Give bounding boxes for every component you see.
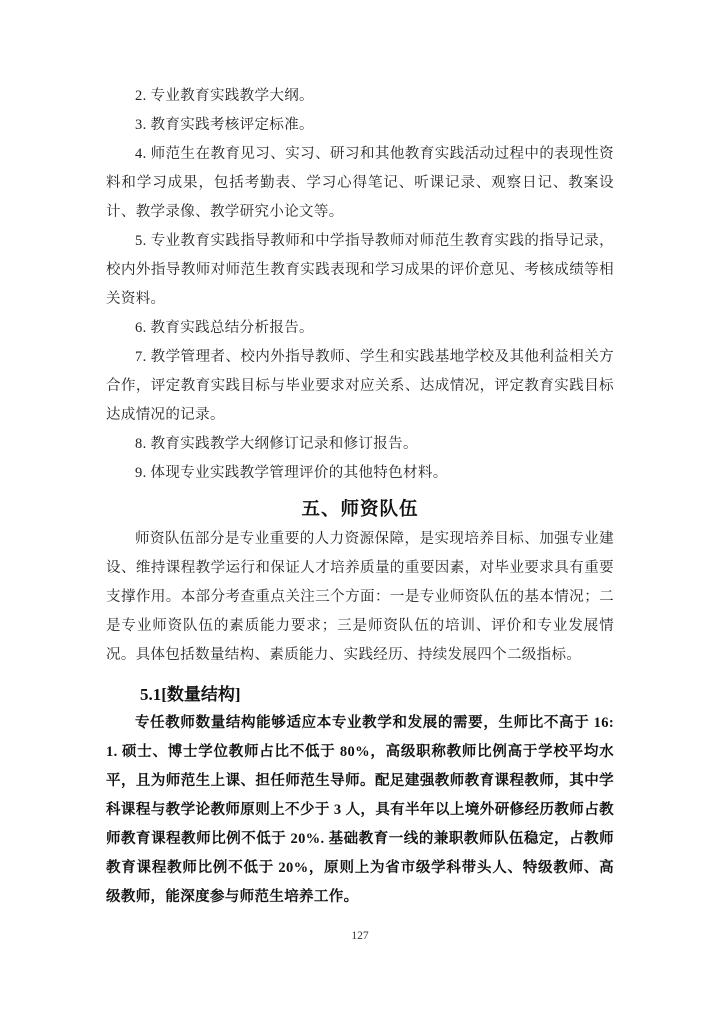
numbered-item-2: 2. 专业教育实践教学大纲。 <box>135 88 314 104</box>
numbered-item-3: 3. 教育实践考核评定标准。 <box>135 117 314 133</box>
subsection-body-paragraph: 专任教师数量结构能够适应本专业教学和发展的需要，生师比不高于 16:1. 硕士、博士学位教师占比不低于 80%，高级职称教师比例高于学校平均水平，且为师范生上课、担任师范生导师。配足建强教师教育课程教师，其中学科课程与教学论教师原则上不少于 3 人，具有半年以上境外研修经历教师占教师教育课程教师比例不低于 20%. 基础教育一线的兼职教师队伍稳定，占教师教育课程教师比例不低于 20%，原则上为省市级学科带头人、特级教师、高级教师，能深度参与师范生培养工作。 <box>106 715 614 905</box>
numbered-item-4: 4. 师范生在教育见习、实习、研习和其他教育实践活动过程中的表现性资料和学习成果，包括考勤表、学习心得笔记、听课记录、观察日记、教案设计、教学录像、教学研究小论文等。 <box>106 146 614 220</box>
numbered-item-7: 7. 教学管理者、校内外指导教师、学生和实践基地学校及其他利益相关方合作，评定教育实践目标与毕业要求对应关系、达成情况，评定教育实践目标达成情况的记录。 <box>106 349 614 423</box>
numbered-item-9: 9. 体现专业实践教学管理评价的其他特色材料。 <box>135 465 448 481</box>
numbered-item-5: 5. 专业教育实践指导教师和中学指导教师对师范生教育实践的指导记录，校内外指导教师对师范生教育实践表现和学习成果的评价意见、考核成绩等相关资料。 <box>106 233 614 307</box>
numbered-item-8: 8. 教育实践教学大纲修订记录和修订报告。 <box>135 436 418 452</box>
document-body <box>106 82 614 912</box>
numbered-item-6: 6. 教育实践总结分析报告。 <box>135 320 314 336</box>
page-number: 127 <box>351 930 369 942</box>
section-intro-paragraph: 师资队伍部分是专业重要的人力资源保障，是实现培养目标、加强专业建设、维持课程教学运行和保证人才培养质量的重要因素，对毕业要求具有重要支撑作用。本部分考查重点关注三个方面：一是专业师资队伍的基本情况；二是专业师资队伍的素质能力要求；三是师资队伍的培训、评价和专业发展情况。具体包括数量结构、素质能力、实践经历、持续发展四个二级指标。 <box>106 531 614 663</box>
section-heading: 五、师资队伍 <box>301 500 419 520</box>
subsection-heading: 5.1[数量结构] <box>140 685 241 704</box>
